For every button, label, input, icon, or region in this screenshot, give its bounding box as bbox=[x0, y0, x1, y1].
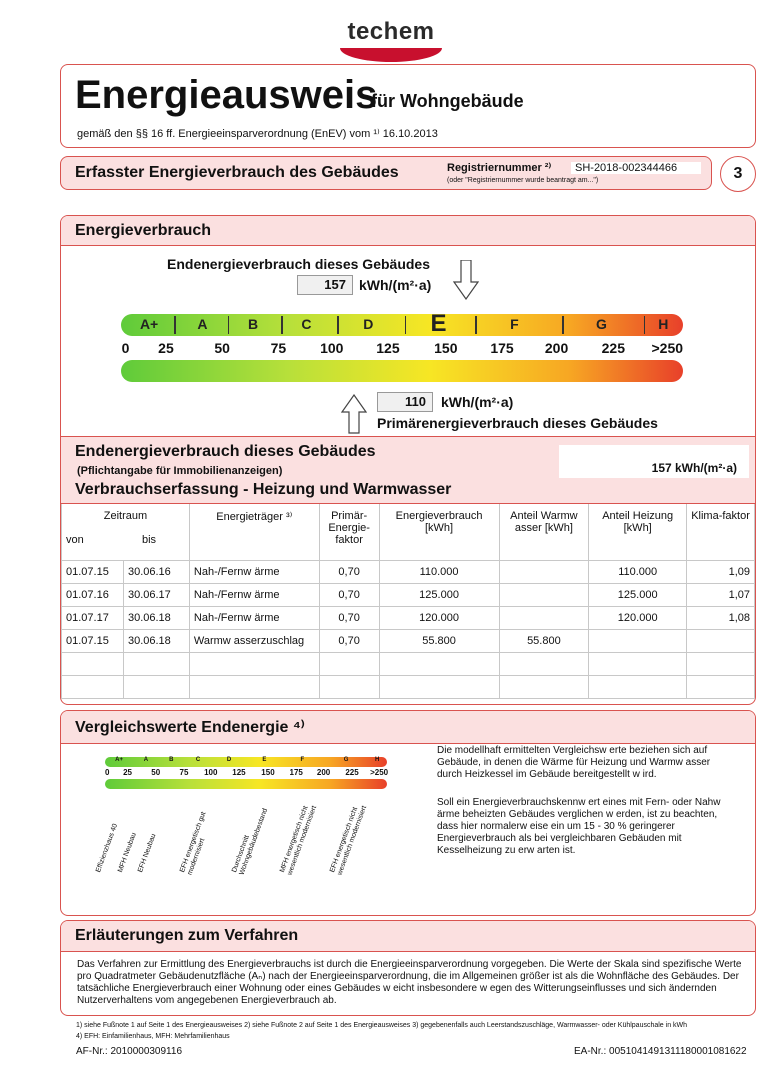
table-cell-verbrauch: 110.000 bbox=[379, 560, 499, 583]
table-cell-empty bbox=[499, 652, 589, 675]
table-cell-faktor: 0,70 bbox=[319, 606, 379, 629]
table-cell-verbrauch: 125.000 bbox=[379, 583, 499, 606]
energy-scale-bar-bottom bbox=[121, 360, 683, 382]
table-cell-heiz: 110.000 bbox=[589, 560, 687, 583]
table-row bbox=[62, 629, 755, 652]
ea-number: EA-Nr.: 005104149131118000108162​2 bbox=[574, 1046, 747, 1057]
end-energy-value: 157 bbox=[297, 275, 353, 295]
legal-basis: gemäß den §§ 16 ff. Energieeinsparverordnung (EnEV) vom ¹⁾ 16.10.2013 bbox=[77, 128, 438, 140]
table-cell-empty bbox=[379, 675, 499, 698]
table-cell-empty bbox=[687, 652, 755, 675]
primary-energy-value: 110 bbox=[377, 392, 433, 412]
table-cell-bis: 30.06.18 bbox=[123, 606, 189, 629]
comparison-reference-label: Durchschnitt Wohngebäudebestand bbox=[231, 807, 270, 877]
energy-class-d: D bbox=[363, 316, 374, 332]
header-heizung: Anteil Heizung [kWh] bbox=[589, 504, 687, 560]
end-energy-summary-subtitle: (Pflichtangabe für Immobilienanzeigen) bbox=[77, 465, 283, 477]
end-energy-summary-title: Endenergieverbrauch dieses Gebäudes bbox=[75, 443, 376, 460]
energy-scale-tick: 225 bbox=[601, 340, 625, 356]
comparison-class-g: G bbox=[343, 757, 349, 763]
table-cell-empty bbox=[319, 652, 379, 675]
header-klima: Klima-faktor bbox=[687, 504, 755, 560]
comparison-text-2: Soll ein Energieverbrauchskennw ert eines mit Fern- oder Nahw ärme beheizten Gebäudes verglichen w erden, ist zu beachten, dass hier normalerw eise ein um 15 - 30 % geringerer Energieverbrauch als bei vergleichbaren Gebäuden mit Kesselheizung zu erw arten ist. bbox=[437, 797, 721, 856]
header-bis: bis bbox=[142, 534, 157, 546]
end-energy-label: Endenergieverbrauch dieses Gebäudes bbox=[167, 256, 430, 272]
energy-class-b: B bbox=[248, 316, 259, 332]
comparison-scale-tick: >250 bbox=[370, 768, 389, 777]
comparison-reference-label: EFH energetisch nicht wesentlich modernisiert bbox=[329, 804, 369, 877]
header-primaer: Primär-Energie-faktor bbox=[319, 504, 379, 560]
table-cell-empty bbox=[589, 652, 687, 675]
comparison-class-c: C bbox=[195, 757, 201, 763]
header-zeitraum bbox=[62, 504, 190, 560]
comparison-scale-tick: 0 bbox=[105, 768, 110, 777]
energy-class-g: G bbox=[596, 316, 607, 332]
comparison-scale-tick: 25 bbox=[123, 768, 132, 777]
comparison-reference-label: MFH Neubau bbox=[117, 831, 138, 874]
table-cell-empty bbox=[62, 675, 124, 698]
page-number: 3 bbox=[720, 156, 756, 192]
table-cell-von: 01.07.17 bbox=[62, 606, 124, 629]
comparison-scale-tick: 50 bbox=[151, 768, 161, 777]
registration-label: Registriernummer ²⁾ bbox=[447, 162, 552, 174]
energy-scale-tick: 25 bbox=[158, 340, 174, 356]
comparison-class-d: D bbox=[226, 757, 232, 763]
header-von: von bbox=[66, 534, 84, 546]
energy-scale-tick: 100 bbox=[320, 340, 344, 356]
table-cell-empty bbox=[62, 652, 124, 675]
logo-text: techem bbox=[347, 18, 435, 45]
header-traeger: Energieträger ³⁾ bbox=[189, 504, 319, 560]
table-cell-faktor: 0,70 bbox=[319, 560, 379, 583]
energy-class-c: C bbox=[301, 316, 312, 332]
comparison-reference-label: EFH energetisch gut modernisiert bbox=[179, 811, 208, 877]
table-cell-empty bbox=[319, 675, 379, 698]
energy-scale-tick: 75 bbox=[270, 340, 287, 356]
comparison-scale-tick: 175 bbox=[289, 768, 303, 777]
table-cell-faktor: 0,70 bbox=[319, 629, 379, 652]
energy-class-separator bbox=[562, 316, 564, 334]
comparison-class-f: F bbox=[300, 757, 305, 763]
energy-class-separator bbox=[337, 316, 339, 334]
comparison-reference-label: EFH Neubau bbox=[137, 832, 158, 874]
energy-scale-tick: 125 bbox=[376, 340, 400, 356]
section-title: Erfasster Energieverbrauch des Gebäudes bbox=[75, 164, 399, 181]
comparison-class-h: H bbox=[374, 757, 380, 763]
table-cell-von: 01.07.15 bbox=[62, 629, 124, 652]
energy-box bbox=[60, 215, 756, 705]
table-cell-heiz: 120.000 bbox=[589, 606, 687, 629]
energy-class-aplus: A+ bbox=[139, 316, 159, 332]
registration-number: SH-2018-002344466 bbox=[571, 162, 701, 174]
comparison-reference-label: Effizienzhaus 40 bbox=[95, 822, 120, 874]
table-cell-empty bbox=[589, 675, 687, 698]
header-verbrauch: Energieverbrauch [kWh] bbox=[379, 504, 499, 560]
consumption-table bbox=[61, 504, 755, 699]
comparison-scale-tick: 100 bbox=[204, 768, 218, 777]
table-cell-faktor: 0,70 bbox=[319, 583, 379, 606]
energy-class-separator bbox=[405, 316, 407, 334]
title-box bbox=[60, 64, 756, 148]
table-cell-verbrauch: 55.800 bbox=[379, 629, 499, 652]
table-cell-empty bbox=[687, 675, 755, 698]
table-cell-empty bbox=[189, 652, 319, 675]
table-row-empty bbox=[62, 675, 755, 698]
energy-scale-tick: 150 bbox=[434, 340, 458, 356]
table-cell-traeger: Nah-/Fernw ärme bbox=[189, 560, 319, 583]
energy-scale-tick: 175 bbox=[490, 340, 514, 356]
table-cell-warm bbox=[499, 583, 589, 606]
primary-energy-arrow-icon bbox=[341, 394, 367, 434]
comparison-scale-tick: 150 bbox=[261, 768, 275, 777]
end-energy-unit: kWh/(m²·a) bbox=[359, 277, 432, 293]
energy-scale-tick: >250 bbox=[651, 340, 684, 356]
comparison-scale-tick: 75 bbox=[179, 768, 189, 777]
footnotes-line-1: 1) siehe Fußnote 1 auf Seite 1 des Energieausweises 2) siehe Fußnote 2 auf Seite 1 des Energieausweises 3) gegebenenfalls auch Leerstandszuschläge, Warmwasser- oder Kühlpauschale in kWh bbox=[76, 1022, 688, 1029]
energy-class-separator bbox=[644, 316, 646, 334]
table-row bbox=[62, 560, 755, 583]
table-cell-verbrauch: 120.000 bbox=[379, 606, 499, 629]
header-warmwasser: Anteil Warmw asser [kWh] bbox=[499, 504, 589, 560]
explanation-box bbox=[60, 920, 756, 1016]
comparison-scale-tick: 225 bbox=[345, 768, 359, 777]
comparison-scale-tick: 200 bbox=[316, 768, 331, 777]
table-cell-klima: 1,09 bbox=[687, 560, 755, 583]
energy-class-h: H bbox=[658, 316, 669, 332]
table-cell-empty bbox=[123, 652, 189, 675]
energy-scale-tick: 50 bbox=[214, 340, 230, 356]
energy-class-separator bbox=[174, 316, 176, 334]
table-cell-klima: 1,07 bbox=[687, 583, 755, 606]
comparison-reference-label: MFH energetisch nicht wesentlich modernisiert bbox=[279, 804, 319, 877]
table-cell-bis: 30.06.18 bbox=[123, 629, 189, 652]
table-cell-von: 01.07.16 bbox=[62, 583, 124, 606]
table-cell-traeger: Warmw asserzuschlag bbox=[189, 629, 319, 652]
table-cell-traeger: Nah-/Fernw ärme bbox=[189, 583, 319, 606]
table-cell-warm: 55.800 bbox=[499, 629, 589, 652]
energy-scale-tick: 0 bbox=[121, 340, 130, 356]
table-header-row bbox=[62, 504, 755, 560]
energy-class-a: A bbox=[197, 316, 208, 332]
table-cell-empty bbox=[123, 675, 189, 698]
primary-energy-label: Primärenergieverbrauch dieses Gebäudes bbox=[377, 415, 658, 431]
comparison-class-b: B bbox=[169, 757, 174, 763]
energy-class-separator bbox=[281, 316, 283, 334]
energy-class-separator bbox=[475, 316, 477, 334]
table-cell-von: 01.07.15 bbox=[62, 560, 124, 583]
primary-energy-unit: kWh/(m²·a) bbox=[441, 394, 514, 410]
comparison-box bbox=[60, 710, 756, 916]
table-cell-heiz bbox=[589, 629, 687, 652]
comparison-scale-tick: 125 bbox=[232, 768, 246, 777]
table-row bbox=[62, 606, 755, 629]
af-number: AF-Nr.: 2010000309116 bbox=[76, 1046, 183, 1057]
consumption-heading: Verbrauchserfassung - Heizung und Warmwasser bbox=[61, 478, 756, 504]
document-subtitle: für Wohngebäude bbox=[371, 91, 524, 111]
footnotes-line-2: 4) EFH: Einfamilienhaus, MFH: Mehrfamilienhaus bbox=[76, 1033, 230, 1040]
table-cell-warm bbox=[499, 606, 589, 629]
techem-logo bbox=[338, 18, 444, 46]
energy-class-separator bbox=[228, 316, 230, 334]
table-cell-warm bbox=[499, 560, 589, 583]
energy-heading: Energieverbrauch bbox=[61, 216, 755, 246]
explanation-heading: Erläuterungen zum Verfahren bbox=[61, 921, 755, 952]
table-row-empty bbox=[62, 652, 755, 675]
logo-arc bbox=[340, 48, 442, 62]
energy-class-f: F bbox=[510, 316, 519, 332]
explanation-text: Das Verfahren zur Ermittlung des Energieverbrauchs ist durch die Energieeinsparverordnung vorgegeben. Die Werte der Skala sind spezifische Werte pro Quadratmeter Gebäudenutzfläche (Aₙ) nach der Energieeinsparverordnung, die im Allgemeinen größer ist als die Wohnfläche des Gebäudes. Der tatsächliche Energieverbrauch einer Wohnung oder eines Gebäudes w eicht insbesondere w egen des Witterungseinflusses und sich ändernden Nutzerverhaltens vom angegebenen Energieverbrauch ab. bbox=[77, 959, 742, 1006]
table-cell-klima bbox=[687, 629, 755, 652]
end-energy-summary-value: 157 kWh/(m²·a) bbox=[559, 445, 749, 479]
document-title: Energieausweis bbox=[75, 73, 378, 117]
table-cell-bis: 30.06.17 bbox=[123, 583, 189, 606]
header-zeitraum-label: Zeitraum bbox=[103, 510, 148, 522]
table-cell-klima: 1,08 bbox=[687, 606, 755, 629]
registration-box bbox=[60, 156, 712, 190]
comparison-class-aplus: A+ bbox=[115, 757, 124, 763]
energy-scale-tick: 200 bbox=[544, 340, 569, 356]
registration-note: (oder "Registriernummer wurde beantragt am...") bbox=[447, 177, 599, 184]
end-energy-arrow-icon bbox=[453, 260, 479, 300]
table-cell-bis: 30.06.16 bbox=[123, 560, 189, 583]
table-cell-empty bbox=[499, 675, 589, 698]
comparison-class-e: E bbox=[262, 757, 267, 763]
comparison-class-a: A bbox=[143, 757, 149, 763]
table-cell-empty bbox=[189, 675, 319, 698]
comparison-text-1: Die modellhaft ermittelten Vergleichsw erte beziehen sich auf Gebäude, in denen die Wärme für Heizung und Warmw asser durch Heizkessel im Gebäude bereitgestellt w ird. bbox=[437, 745, 711, 780]
comparison-heading: Vergleichswerte Endenergie ⁴⁾ bbox=[61, 711, 755, 744]
table-cell-traeger: Nah-/Fernw ärme bbox=[189, 606, 319, 629]
energy-class-e: E bbox=[430, 310, 447, 337]
table-row bbox=[62, 583, 755, 606]
table-cell-heiz: 125.000 bbox=[589, 583, 687, 606]
table-cell-empty bbox=[379, 652, 499, 675]
